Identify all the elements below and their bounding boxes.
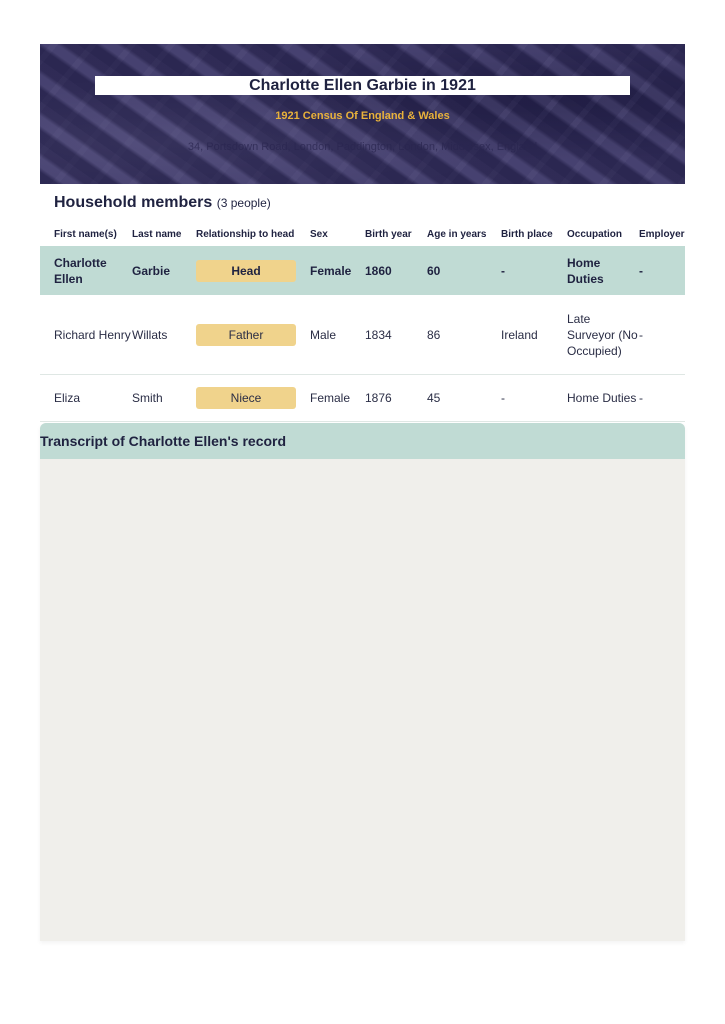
cell-first-name: Richard Henry <box>40 295 132 375</box>
cell-employer: - <box>639 375 685 422</box>
cell-age: 45 <box>427 375 501 422</box>
cell-relationship <box>196 375 310 422</box>
col-first-name: First name(s) <box>54 228 117 240</box>
cell-occupation: Home Duties <box>567 246 639 295</box>
table-row[interactable] <box>40 295 685 375</box>
transcript-heading: Transcript of Charlotte Ellen's record <box>40 423 685 459</box>
col-occupation: Occupation <box>567 228 623 240</box>
table-header-row <box>40 222 685 246</box>
cell-sex: Female <box>310 246 365 295</box>
cell-birth-year: 1860 <box>365 246 427 295</box>
household-heading <box>54 194 271 212</box>
census-address: 34, Portsdown Road, London, Paddington, London, Middlesex, England <box>187 141 538 153</box>
relationship-badge: Father <box>196 324 296 346</box>
census-name: 1921 Census Of England & Wales <box>275 110 450 122</box>
col-sex: Sex <box>310 228 328 240</box>
household-count: (3 people) <box>216 196 271 210</box>
household-table <box>40 222 685 422</box>
cell-first-name: Eliza <box>40 375 132 422</box>
col-employer: Employer <box>639 228 685 240</box>
cell-occupation: Home Duties <box>567 375 639 422</box>
cell-birth-place: - <box>501 246 567 295</box>
cell-age: 60 <box>427 246 501 295</box>
cell-employer: - <box>639 295 685 375</box>
cell-relationship <box>196 246 310 295</box>
col-last-name: Last name <box>132 228 182 240</box>
cell-last-name: Garbie <box>132 246 196 295</box>
cell-employer: - <box>639 246 685 295</box>
cell-last-name: Willats <box>132 295 196 375</box>
household-title: Household members <box>54 194 213 211</box>
table-row[interactable] <box>40 375 685 422</box>
cell-birth-place: Ireland <box>501 295 567 375</box>
cell-birth-place: - <box>501 375 567 422</box>
col-relationship: Relationship to head <box>196 228 295 240</box>
table-row[interactable] <box>40 246 685 295</box>
relationship-badge: Head <box>196 260 296 282</box>
cell-last-name: Smith <box>132 375 196 422</box>
transcript-panel <box>40 423 685 941</box>
cell-occupation: Late Surveyor (No Occupied) <box>567 295 639 375</box>
record-title: Charlotte Ellen Garbie in 1921 <box>95 76 630 95</box>
record-banner <box>40 44 685 184</box>
cell-birth-year: 1876 <box>365 375 427 422</box>
cell-sex: Male <box>310 295 365 375</box>
cell-first-name: Charlotte Ellen <box>40 246 132 295</box>
cell-relationship <box>196 295 310 375</box>
col-birth-year: Birth year <box>365 228 412 240</box>
col-birth-place: Birth place <box>501 228 553 240</box>
col-age: Age in years <box>427 228 487 240</box>
relationship-badge: Niece <box>196 387 296 409</box>
cell-birth-year: 1834 <box>365 295 427 375</box>
cell-sex: Female <box>310 375 365 422</box>
cell-age: 86 <box>427 295 501 375</box>
